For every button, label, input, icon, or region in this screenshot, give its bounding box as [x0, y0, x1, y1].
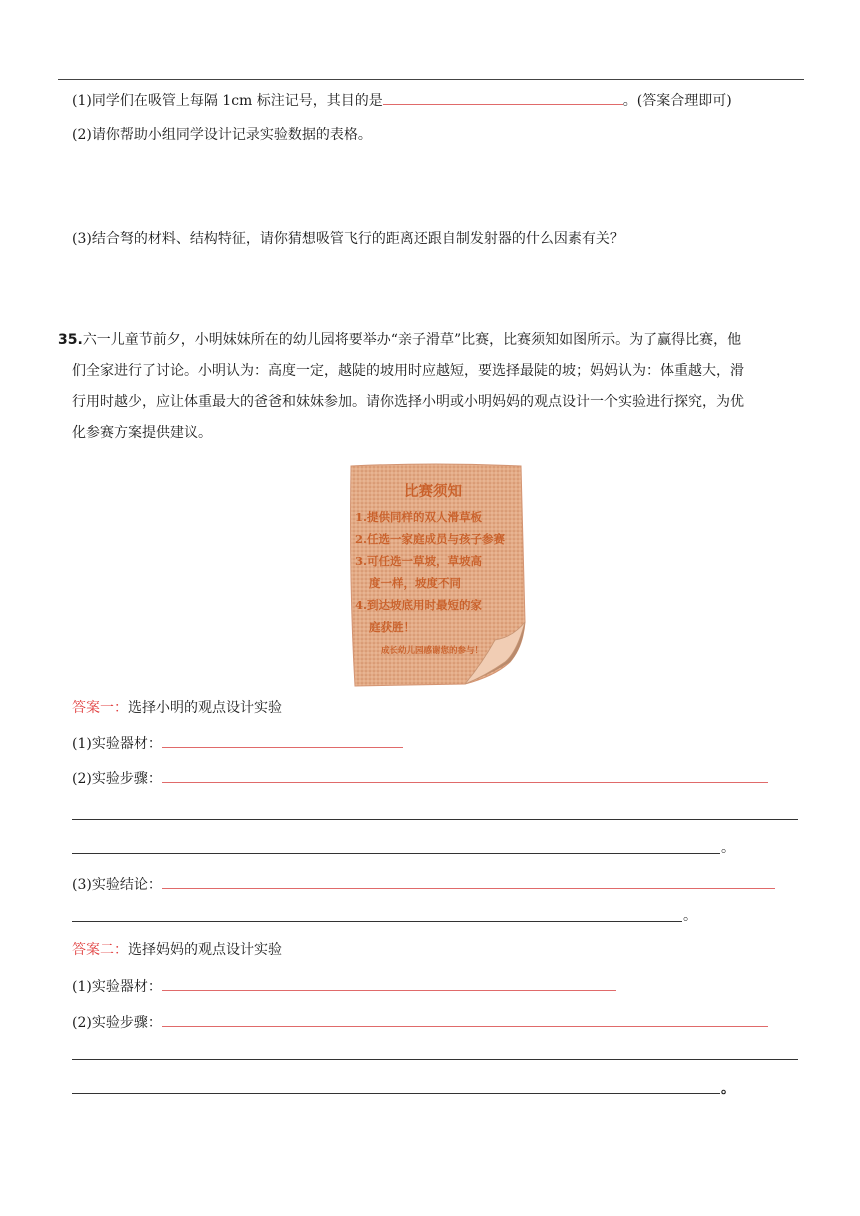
q35-line2: 们全家进行了讨论。小明认为：高度一定，越陡的坡用时应越短，要选择最陡的坡；妈妈认为：体重越大，滑: [72, 363, 744, 379]
q34-part1-suffix: 。(答案合理即可): [622, 93, 732, 109]
q34-part2: (2)请你帮助小组同学设计记录实验数据的表格。: [72, 127, 372, 143]
answer1-conclusion-period: 。: [683, 908, 697, 924]
notice-item-3b: 度一样，坡度不同: [369, 576, 461, 590]
answer2-heading: [72, 940, 282, 960]
q34-part3: (3)结合弩的材料、结构特征，请你猜想吸管飞行的距离还跟自制发射器的什么因素有关？: [72, 231, 624, 247]
answer1-conclusion-line-2[interactable]: [72, 921, 682, 922]
answer1-heading: [72, 698, 282, 718]
notice-item-3a: 3.可任选一草坡，草坡高: [355, 554, 483, 568]
notice-title: 比赛须知: [404, 483, 462, 500]
answer1-equipment: [72, 733, 403, 754]
answer1-title: 选择小明的观点设计实验: [128, 700, 282, 716]
answer2-steps-line-3[interactable]: [72, 1093, 720, 1094]
q34-part1-prefix: (1)同学们在吸管上每隔 1cm 标注记号，其目的是: [72, 93, 383, 109]
answer1-steps-period: 。: [721, 840, 735, 856]
answer1-steps-line-3[interactable]: [72, 853, 720, 854]
answer2-steps: [72, 1012, 768, 1033]
q35-line1: 六一儿童节前夕，小明妹妹所在的幼儿园将要举办“亲子滑草”比赛，比赛须知如图所示。为了赢得比赛，他: [82, 332, 742, 348]
answer1-steps-line-2[interactable]: [72, 819, 798, 820]
notice-item-4b: 庭获胜！: [369, 620, 415, 634]
q34-part1-blank[interactable]: [383, 90, 623, 105]
answer1-conclusion-blank[interactable]: [162, 874, 775, 889]
notice-footer: 成长幼儿园感谢您的参与！: [381, 646, 484, 656]
answer2-equipment-label: (1)实验器材：: [72, 979, 162, 995]
answer2-steps-label: (2)实验步骤：: [72, 1015, 162, 1031]
q35-question: [58, 325, 806, 449]
q35-number: 35.: [58, 332, 83, 348]
notice-item-4a: 4.到达坡底用时最短的家: [355, 598, 483, 612]
answer1-conclusion-label: (3)实验结论：: [72, 877, 162, 893]
answer1-equipment-blank[interactable]: [162, 733, 403, 748]
answer2-label: 答案二：: [72, 942, 128, 958]
answer1-steps-label: (2)实验步骤：: [72, 771, 162, 787]
q35-line4: 化参赛方案提供建议。: [72, 425, 212, 441]
answer2-equipment-blank[interactable]: [162, 976, 616, 991]
answer1-steps: [72, 768, 768, 789]
answer2-steps-line-2[interactable]: [72, 1059, 798, 1060]
competition-notice-image: [345, 462, 527, 688]
q34-part1: [72, 90, 732, 111]
answer1-label: 答案一：: [72, 700, 128, 716]
answer2-steps-period: 。: [721, 1081, 735, 1097]
answer2-equipment: [72, 976, 616, 997]
answer2-title: 选择妈妈的观点设计实验: [128, 942, 282, 958]
notice-item-2: 2.任选一家庭成员与孩子参赛: [355, 532, 506, 546]
q35-line3: 行用时越少，应让体重最大的爸爸和妹妹参加。请你选择小明或小明妈妈的观点设计一个实验进行探究，为优: [72, 394, 744, 410]
answer1-equipment-label: (1)实验器材：: [72, 736, 162, 752]
answer1-conclusion: [72, 874, 775, 895]
header-rule: [58, 79, 804, 80]
answer1-steps-blank[interactable]: [162, 768, 768, 783]
notice-item-1: 1.提供同样的双人滑草板: [355, 510, 483, 524]
answer2-steps-blank[interactable]: [162, 1012, 768, 1027]
